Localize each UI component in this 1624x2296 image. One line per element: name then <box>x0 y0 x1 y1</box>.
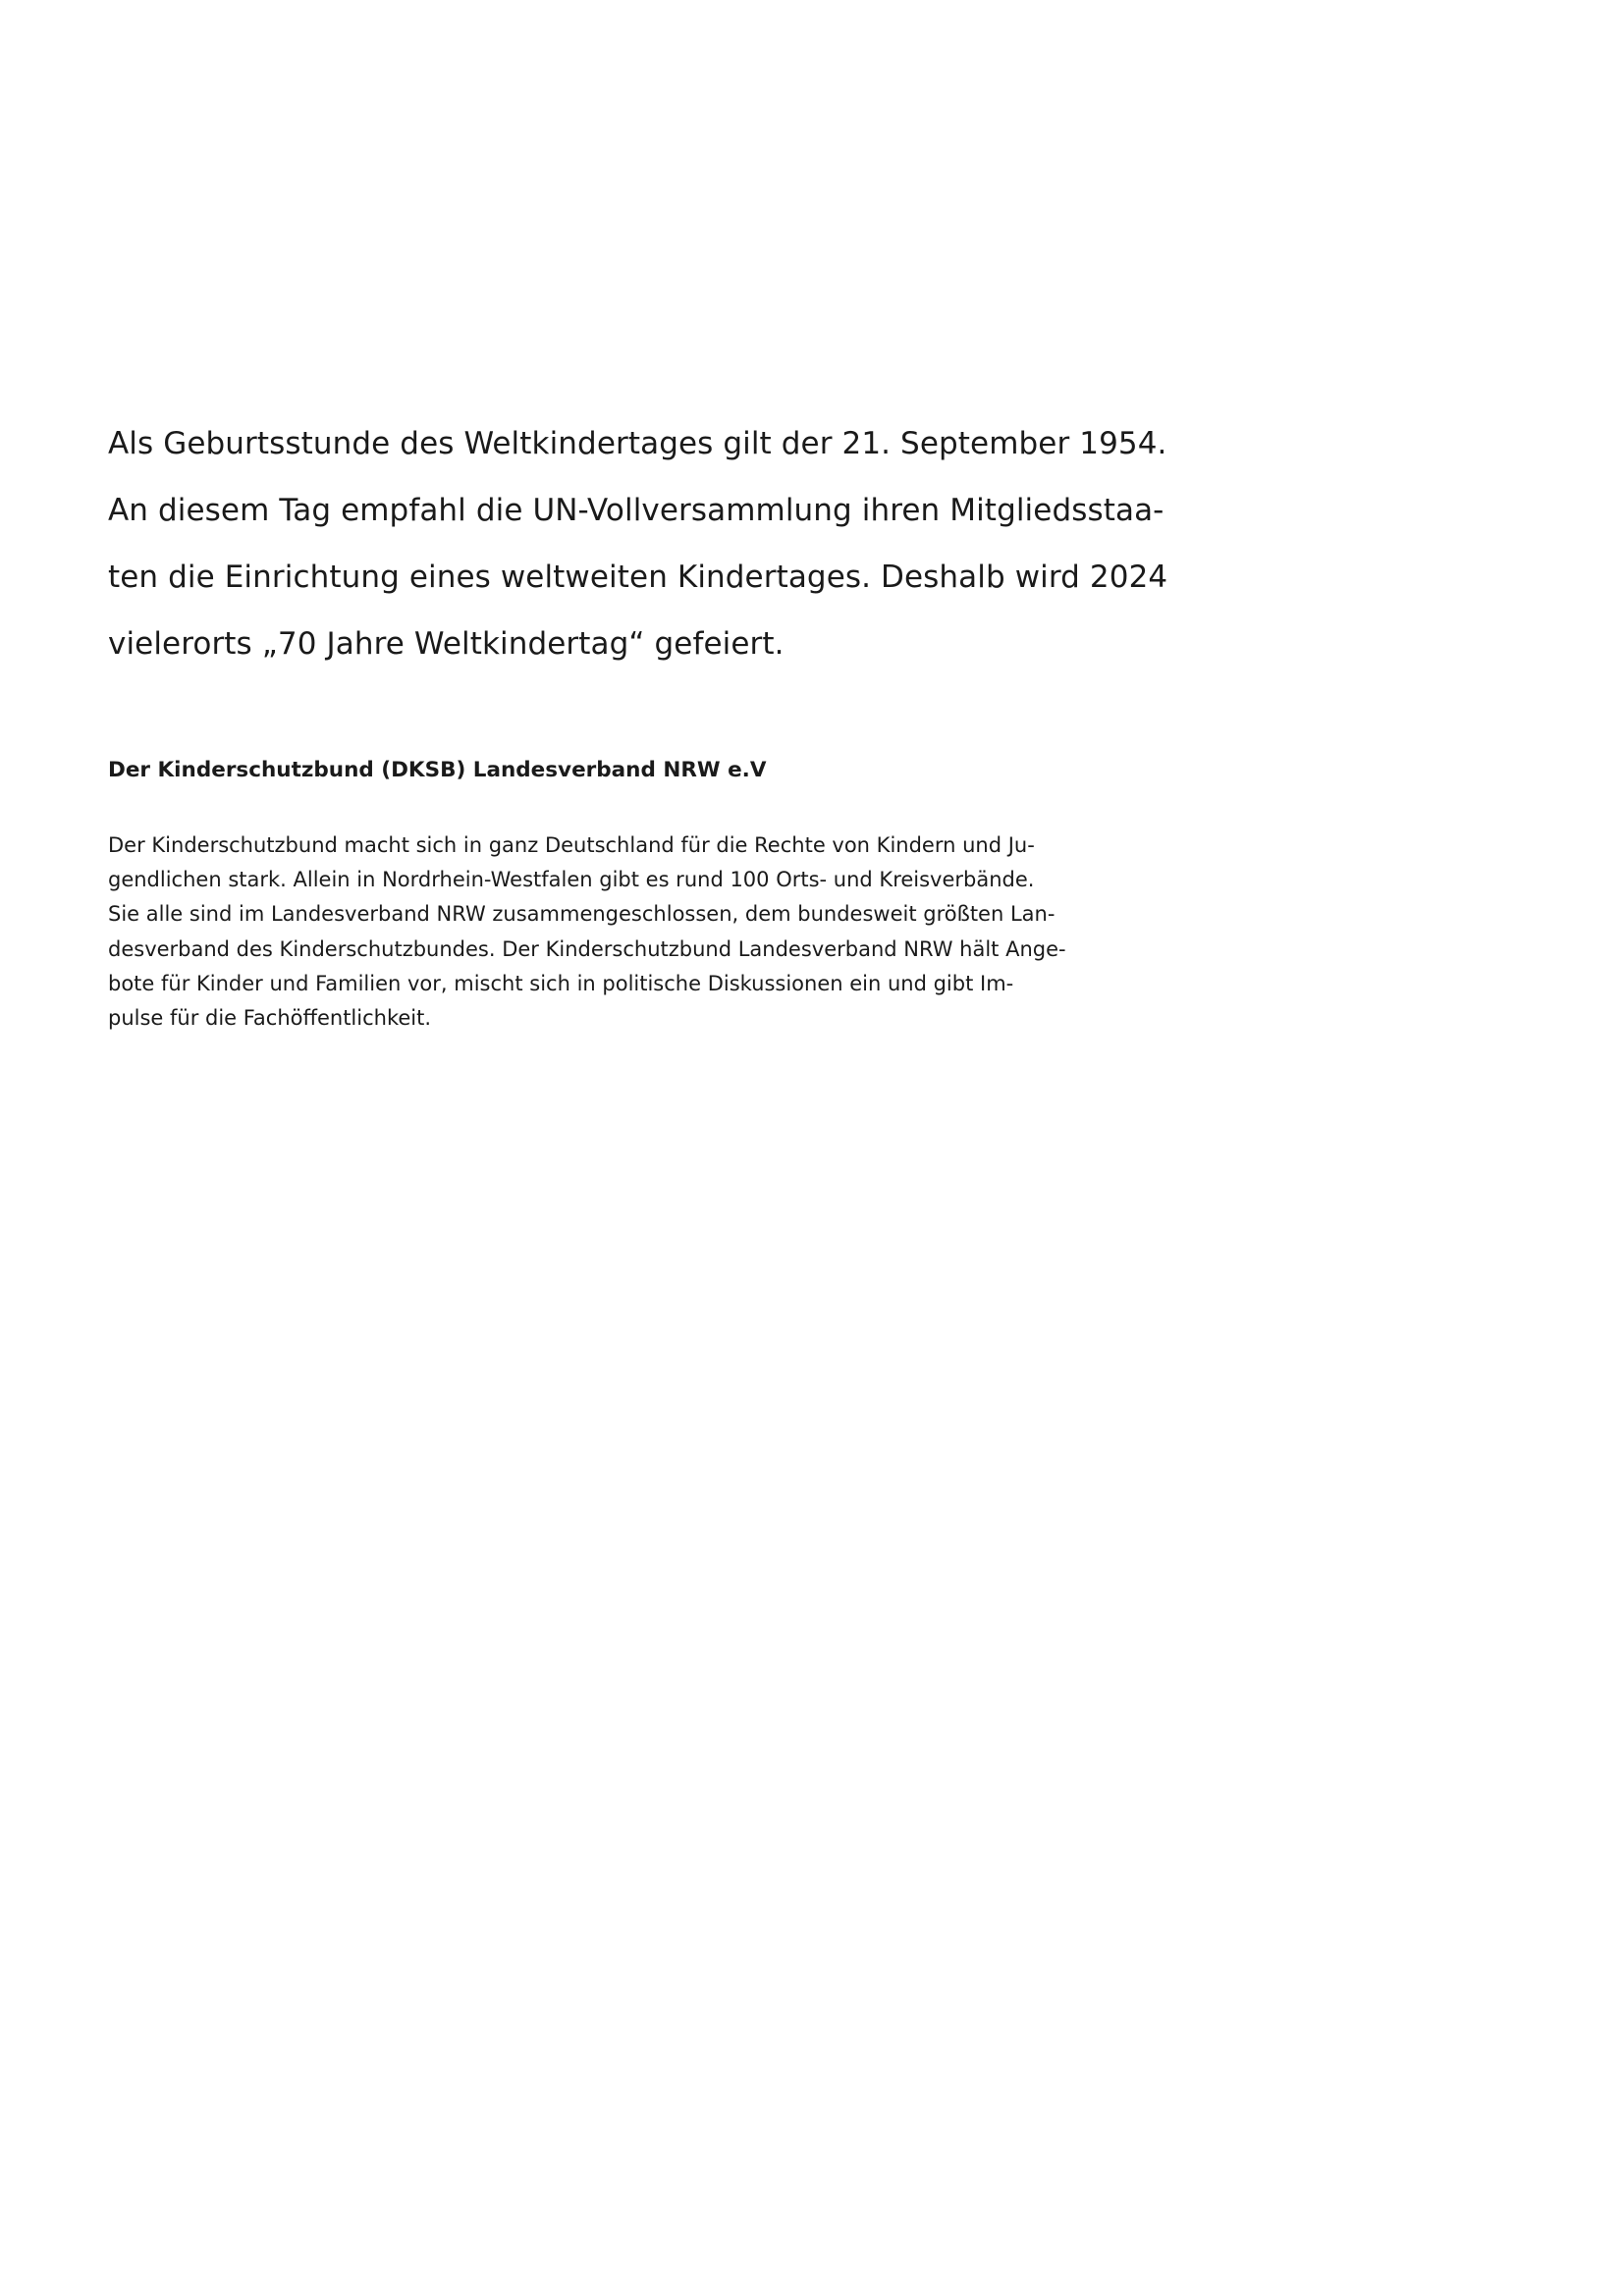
organization-line: pulse für die Fachöffentlichkeit. <box>108 1006 432 1031</box>
intro-line: vielerorts „70 Jahre Weltkindertag“ gefeiert. <box>108 626 785 662</box>
organization-line: desverband des Kinderschutzbundes. Der Kinderschutzbund Landesverband NRW hält Ange- <box>108 936 1066 961</box>
organization-line: bote für Kinder und Familien vor, mischt sich in politische Diskussionen ein und gibt Im- <box>108 971 1014 995</box>
organization-line: gendlichen stark. Allein in Nordrhein-Westfalen gibt es rund 100 Orts- und Kreisverbände. <box>108 868 1035 892</box>
organization-section <box>108 756 1129 1031</box>
intro-paragraph <box>108 410 1168 677</box>
organization-description <box>108 828 1066 1036</box>
intro-line: ten die Einrichtung eines weltweiten Kindertages. Deshalb wird 2024 <box>108 560 1168 595</box>
organization-line: Der Kinderschutzbund macht sich in ganz Deutschland für die Rechte von Kindern und Ju- <box>108 833 1035 857</box>
intro-line: An diesem Tag empfahl die UN-Vollversammlung ihren Mitgliedsstaa- <box>108 493 1164 528</box>
intro-line: Als Geburtsstunde des Weltkindertages gilt der 21. September 1954. <box>108 426 1167 461</box>
organization-heading: Der Kinderschutzbund (DKSB) Landesverband NRW e.V <box>108 758 767 782</box>
organization-line: Sie alle sind im Landesverband NRW zusammengeschlossen, dem bundesweit größten Lan- <box>108 902 1056 927</box>
